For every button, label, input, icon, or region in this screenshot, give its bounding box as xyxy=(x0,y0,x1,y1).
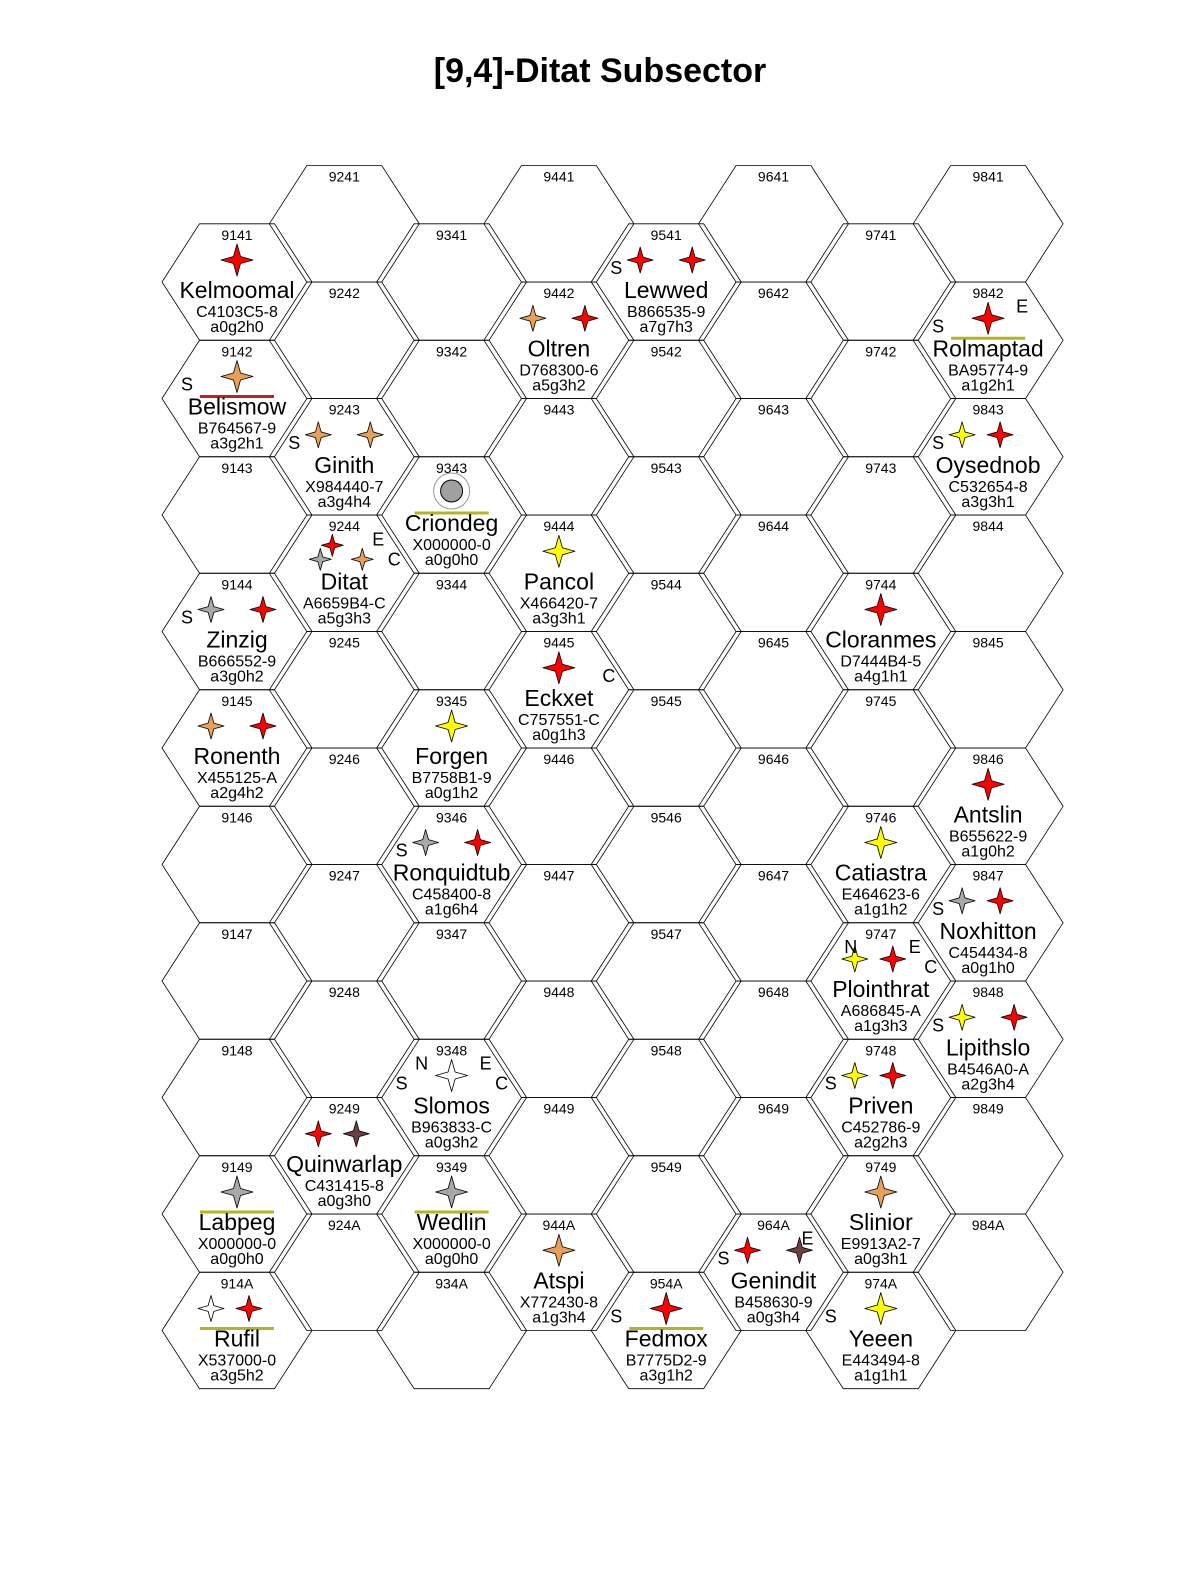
world-plointhrat[interactable] xyxy=(832,937,937,1035)
world-uwp: X000000-0 xyxy=(412,1236,491,1253)
base-mark: S xyxy=(288,432,301,453)
world-name: Forgen xyxy=(415,743,489,769)
hex-number: 924A xyxy=(327,1217,361,1234)
star-icon xyxy=(842,1063,868,1089)
hex-number: 974A xyxy=(864,1275,898,1292)
world-ronquidtub[interactable] xyxy=(393,830,511,919)
hex-number: 9846 xyxy=(972,751,1004,768)
star-icon xyxy=(650,1293,682,1325)
base-mark: S xyxy=(824,1073,837,1094)
star-icon xyxy=(865,594,897,626)
hex-number: 9343 xyxy=(436,459,468,476)
star-icon xyxy=(221,244,253,276)
world-uwp: B655622-9 xyxy=(948,828,1028,846)
star-icon xyxy=(735,1237,761,1263)
world-uwp: D768300-6 xyxy=(519,362,599,380)
world-name: Labpeg xyxy=(198,1209,276,1235)
base-mark: C xyxy=(924,957,938,977)
star-icon xyxy=(351,548,373,570)
base-mark: S xyxy=(824,1306,837,1327)
star-icon xyxy=(972,302,1004,334)
hex-number: 9544 xyxy=(650,576,682,593)
hex-number: 9249 xyxy=(328,1100,360,1117)
world-name: Slomos xyxy=(413,1092,490,1119)
world-uwp: C532654-8 xyxy=(948,478,1028,496)
hex-number: 914A xyxy=(220,1275,254,1292)
star-icon xyxy=(413,830,439,856)
base-mark: C xyxy=(602,665,616,686)
world-code: a0g0h0 xyxy=(424,1251,479,1268)
world-labpeg[interactable] xyxy=(198,1176,276,1268)
world-ronenth[interactable] xyxy=(194,713,281,802)
world-uwp: BA95774-9 xyxy=(948,362,1029,380)
world-disc-icon xyxy=(441,480,463,502)
world-uwp: X466420-7 xyxy=(519,595,599,613)
star-icon xyxy=(305,1121,331,1147)
world-uwp: C454434-8 xyxy=(948,944,1028,962)
world-code: a3g0h2 xyxy=(210,668,264,686)
base-mark: E xyxy=(801,1228,814,1249)
base-mark: S xyxy=(180,607,194,628)
star-icon xyxy=(436,710,468,742)
world-code: a3g3h1 xyxy=(532,610,586,628)
star-icon xyxy=(865,1176,897,1208)
star-icon xyxy=(865,827,897,859)
star-icon xyxy=(520,305,546,331)
world-name: Rufil xyxy=(213,1325,261,1352)
base-mark: E xyxy=(908,937,921,957)
base-mark: S xyxy=(610,258,623,278)
star-icon xyxy=(357,422,383,448)
world-name: Cloranmes xyxy=(825,626,937,653)
star-icon xyxy=(309,548,331,570)
star-icon xyxy=(627,247,653,273)
hex-number: 9342 xyxy=(436,343,468,360)
base-mark: C xyxy=(387,549,401,570)
world-code: a0g2h0 xyxy=(210,319,264,336)
hex-number: 9745 xyxy=(865,692,897,709)
world-slomos[interactable] xyxy=(396,1054,509,1152)
world-name: Atspi xyxy=(533,1267,585,1294)
world-uwp: B963833-C xyxy=(411,1119,493,1137)
world-uwp: D7444B4-5 xyxy=(840,653,922,671)
star-icon xyxy=(198,1296,224,1322)
world-code: a1g1h2 xyxy=(854,901,908,919)
world-uwp: B866535-9 xyxy=(627,304,706,321)
world-name: Lipithslo xyxy=(945,1034,1031,1061)
hex-number: 9543 xyxy=(650,459,682,476)
world-rufil[interactable] xyxy=(198,1296,276,1385)
hex-number: 9642 xyxy=(757,285,790,302)
hex-number: 944A xyxy=(542,1217,576,1234)
world-fedmox[interactable] xyxy=(610,1293,708,1385)
world-name: Ginith xyxy=(314,451,375,478)
world-ginith[interactable] xyxy=(288,422,383,511)
world-atspi[interactable] xyxy=(520,1234,598,1326)
star-icon xyxy=(305,422,331,448)
hex-number: 9242 xyxy=(328,285,360,302)
hex-number: 9546 xyxy=(650,809,682,826)
world-code: a0g1h0 xyxy=(961,959,1015,977)
star-icon xyxy=(250,713,276,739)
world-code: a2g4h2 xyxy=(210,785,264,802)
world-uwp: E443494-8 xyxy=(841,1352,920,1370)
world-code: a0g1h2 xyxy=(424,785,479,802)
world-uwp: X000000-0 xyxy=(412,537,491,554)
world-name: Fedmox xyxy=(624,1325,708,1352)
base-mark: E xyxy=(479,1053,492,1074)
hex-number: 9445 xyxy=(543,634,575,651)
hex-number: 9341 xyxy=(436,226,468,243)
world-uwp: B7775D2-9 xyxy=(625,1352,707,1370)
world-noxhitton[interactable] xyxy=(932,888,1037,977)
world-name: Wedlin xyxy=(416,1209,487,1235)
base-mark: S xyxy=(180,374,194,395)
hex-number: 9843 xyxy=(972,401,1004,418)
world-name: Ronenth xyxy=(193,743,281,769)
star-icon xyxy=(987,422,1013,448)
world-slinior[interactable] xyxy=(841,1176,921,1268)
hex-number: 9545 xyxy=(650,692,682,709)
world-code: a0g3h1 xyxy=(854,1251,908,1268)
base-mark: N xyxy=(415,1053,429,1074)
star-icon xyxy=(236,1296,262,1322)
world-uwp: C757551-C xyxy=(517,711,600,729)
hex-number: 9349 xyxy=(436,1158,468,1175)
world-cloranmes[interactable] xyxy=(825,594,936,686)
hex-number: 9847 xyxy=(972,867,1004,884)
hex-number: 9244 xyxy=(328,518,360,535)
world-name: Plointhrat xyxy=(832,976,930,1002)
world-code: a7g7h3 xyxy=(639,319,693,336)
world-eckxet[interactable] xyxy=(518,652,615,744)
world-code: a1g1h1 xyxy=(854,1367,908,1385)
hex-number: 9143 xyxy=(221,459,253,476)
hex-number: 9748 xyxy=(865,1042,897,1059)
hex-number: 9643 xyxy=(757,401,790,418)
hex-number: 9742 xyxy=(865,343,897,360)
world-pancol[interactable] xyxy=(520,535,598,627)
base-mark: N xyxy=(844,937,858,957)
world-uwp: X000000-0 xyxy=(197,1236,277,1253)
world-ditat[interactable] xyxy=(303,529,401,627)
star-icon xyxy=(321,534,343,556)
star-icon xyxy=(543,535,575,567)
hex-number: 9148 xyxy=(221,1042,253,1059)
hex-number: 9443 xyxy=(543,401,575,418)
world-uwp: C458400-8 xyxy=(412,886,492,904)
world-oltren[interactable] xyxy=(519,305,598,394)
hex-number: 9344 xyxy=(436,576,468,593)
star-icon xyxy=(949,1004,975,1030)
star-icon xyxy=(221,361,253,393)
hex-number: 9644 xyxy=(757,518,790,535)
world-uwp: B458630-9 xyxy=(734,1294,813,1312)
world-code: a1g2h1 xyxy=(961,377,1015,395)
world-name: Genindit xyxy=(730,1267,817,1294)
world-priven[interactable] xyxy=(825,1063,921,1152)
base-mark: S xyxy=(395,1073,408,1094)
world-name: Ronquidtub xyxy=(392,859,511,886)
world-code: a1g0h2 xyxy=(961,843,1015,861)
hex-number: 9247 xyxy=(328,867,360,884)
star-icon xyxy=(572,305,598,331)
hex-number: 9347 xyxy=(436,925,468,942)
hex-number: 964A xyxy=(757,1217,790,1234)
world-code: a3g4h4 xyxy=(317,493,371,511)
world-name: Oltren xyxy=(527,335,591,362)
world-uwp: X984440-7 xyxy=(305,478,384,496)
world-code: a2g2h3 xyxy=(854,1134,908,1152)
hex-number: 934A xyxy=(435,1275,468,1292)
hex-number: 9145 xyxy=(221,692,253,709)
world-name: Slinior xyxy=(848,1209,913,1235)
hex-number: 9547 xyxy=(650,925,682,942)
hex-number: 9248 xyxy=(328,984,360,1001)
world-uwp: B666552-9 xyxy=(197,653,277,671)
star-icon xyxy=(880,1063,906,1089)
hex-number: 954A xyxy=(649,1275,683,1292)
world-forgen[interactable] xyxy=(412,710,492,802)
base-mark: S xyxy=(932,432,945,453)
world-code: a3g3h1 xyxy=(961,493,1015,511)
hex-number: 9141 xyxy=(221,226,253,243)
star-icon xyxy=(198,597,224,623)
star-icon xyxy=(972,768,1004,800)
world-criondeg[interactable] xyxy=(405,473,498,569)
star-icon xyxy=(949,422,975,448)
hex-number: 9446 xyxy=(543,751,575,768)
world-yeeen[interactable] xyxy=(825,1293,920,1385)
world-code: a0g0h0 xyxy=(210,1251,264,1268)
world-code: a0g1h3 xyxy=(532,726,586,744)
world-name: Oysednob xyxy=(935,451,1041,478)
world-code: a1g3h3 xyxy=(854,1018,908,1035)
world-uwp: B764567-9 xyxy=(197,420,277,438)
base-mark: E xyxy=(1016,296,1029,317)
world-name: Pancol xyxy=(523,568,595,595)
star-icon xyxy=(465,830,491,856)
hex-number: 9243 xyxy=(328,401,360,418)
hex-number: 9747 xyxy=(865,925,897,942)
world-code: a0g3h2 xyxy=(424,1134,479,1152)
world-layer xyxy=(179,244,1043,1385)
world-name: Noxhitton xyxy=(939,917,1037,944)
star-icon xyxy=(436,1176,468,1208)
hex-number: 9647 xyxy=(757,867,790,884)
hex-number: 9641 xyxy=(757,168,790,185)
world-uwp: A686845-A xyxy=(840,1003,921,1020)
hex-number: 9146 xyxy=(221,809,253,826)
star-icon xyxy=(543,652,575,684)
hex-number: 9149 xyxy=(221,1158,253,1175)
hex-number: 9744 xyxy=(865,576,897,593)
world-catiastra[interactable] xyxy=(835,827,927,919)
world-name: Zinzig xyxy=(206,626,268,653)
hex-number: 9541 xyxy=(650,226,682,243)
world-uwp: B4546A0-A xyxy=(947,1061,1030,1079)
base-mark: S xyxy=(610,1306,623,1327)
star-icon xyxy=(1001,1004,1027,1030)
base-mark: E xyxy=(372,529,385,550)
hex-number: 9549 xyxy=(650,1158,682,1175)
hex-number: 9346 xyxy=(436,809,468,826)
world-name: Yeeen xyxy=(848,1325,914,1352)
world-uwp: C452786-9 xyxy=(841,1119,921,1137)
world-name: Ditat xyxy=(320,568,368,595)
hex-grid xyxy=(162,166,1063,1389)
hex-number: 9741 xyxy=(865,226,897,243)
world-uwp: C4103C5-8 xyxy=(196,304,278,321)
world-uwp: X537000-0 xyxy=(197,1352,277,1370)
world-code: a0g3h4 xyxy=(746,1309,801,1327)
hex-number: 9542 xyxy=(650,343,682,360)
world-code: a0g0h0 xyxy=(424,552,479,569)
hex-number: 9849 xyxy=(972,1100,1004,1117)
hex-number: 9245 xyxy=(328,634,360,651)
world-antslin[interactable] xyxy=(949,768,1027,860)
world-uwp: E464623-6 xyxy=(841,886,920,904)
hex-number: 9345 xyxy=(436,692,468,709)
hex-number: 9147 xyxy=(221,925,253,942)
world-name: Lewwed xyxy=(624,277,709,303)
world-name: Rolmaptad xyxy=(932,335,1044,362)
hex-number: 9548 xyxy=(650,1042,682,1059)
world-belismow[interactable] xyxy=(181,361,287,453)
hex-number: 9246 xyxy=(328,751,360,768)
hex-number: 9444 xyxy=(543,518,575,535)
base-mark: C xyxy=(495,1073,509,1094)
star-icon xyxy=(221,1176,253,1208)
world-oysednob[interactable] xyxy=(932,422,1040,511)
page-title: [9,4]-Ditat Subsector xyxy=(433,52,767,90)
hex-number: 9645 xyxy=(757,634,790,651)
world-name: Catiastra xyxy=(834,859,927,886)
world-code: a1g6h4 xyxy=(424,901,479,919)
hex-number: 9649 xyxy=(757,1100,790,1117)
star-icon xyxy=(987,888,1013,914)
world-name: Quinwarlap xyxy=(286,1150,403,1177)
star-icon xyxy=(865,1293,897,1325)
world-uwp: X455125-A xyxy=(196,770,278,787)
hex-number: 9442 xyxy=(543,285,575,302)
hex-number: 9648 xyxy=(757,984,790,1001)
world-name: Criondeg xyxy=(404,510,499,536)
hex-number: 9449 xyxy=(543,1100,575,1117)
hex-number: 9749 xyxy=(865,1158,897,1175)
star-icon xyxy=(679,247,705,273)
base-mark: S xyxy=(932,316,945,337)
hex-number: 9441 xyxy=(543,168,575,185)
world-zinzig[interactable] xyxy=(181,597,276,686)
hex-number: 9142 xyxy=(221,343,253,360)
hex-number: 9841 xyxy=(972,168,1004,185)
hex-number: 9646 xyxy=(757,751,790,768)
star-icon xyxy=(343,1121,369,1147)
base-mark: S xyxy=(932,1015,945,1036)
world-kelmoomal[interactable] xyxy=(179,244,294,336)
world-uwp: C431415-8 xyxy=(304,1177,384,1195)
base-mark: S xyxy=(717,1248,730,1269)
hex-number: 9848 xyxy=(972,984,1004,1001)
world-rolmaptad[interactable] xyxy=(932,296,1044,394)
world-name: Kelmoomal xyxy=(179,277,295,303)
world-uwp: B7758B1-9 xyxy=(411,770,492,787)
world-code: a3g5h2 xyxy=(210,1367,264,1385)
star-icon xyxy=(880,946,906,972)
star-icon xyxy=(198,713,224,739)
base-mark: S xyxy=(932,898,945,919)
world-wedlin[interactable] xyxy=(412,1176,490,1268)
world-code: a3g1h2 xyxy=(639,1367,693,1385)
hex-number: 9241 xyxy=(328,168,360,185)
world-quinwarlap[interactable] xyxy=(286,1121,402,1210)
hex-number: 9842 xyxy=(972,285,1004,302)
hex-number: 9144 xyxy=(221,576,253,593)
world-genindit[interactable] xyxy=(717,1228,816,1326)
world-code: a5g3h2 xyxy=(532,377,586,395)
world-lipithslo[interactable] xyxy=(932,1004,1030,1093)
world-code: a0g3h0 xyxy=(317,1192,371,1210)
world-name: Priven xyxy=(848,1092,914,1119)
star-icon xyxy=(436,1060,468,1092)
world-name: Eckxet xyxy=(524,684,594,711)
world-name: Antslin xyxy=(953,801,1023,828)
world-uwp: A6659B4-C xyxy=(302,595,386,613)
world-uwp: X772430-8 xyxy=(519,1294,599,1312)
world-code: a5g3h3 xyxy=(317,610,371,628)
hex-number: 9743 xyxy=(865,459,897,476)
star-icon xyxy=(543,1234,575,1266)
world-code: a4g1h1 xyxy=(854,668,908,686)
hex-number: 9746 xyxy=(865,809,897,826)
hex-number: 984A xyxy=(971,1217,1005,1234)
hex-number: 9845 xyxy=(972,634,1004,651)
world-code: a3g2h1 xyxy=(210,435,264,453)
hex-number: 9348 xyxy=(436,1042,468,1059)
hex-number: 9448 xyxy=(543,984,575,1001)
base-mark: S xyxy=(395,840,408,861)
world-code: a1g3h4 xyxy=(532,1309,586,1327)
world-name: Belismow xyxy=(187,393,287,420)
star-icon xyxy=(949,888,975,914)
hex-number: 9447 xyxy=(543,867,575,884)
hex-number: 9844 xyxy=(972,518,1004,535)
world-code: a2g3h4 xyxy=(961,1076,1015,1094)
world-uwp: E9913A2-7 xyxy=(840,1236,921,1253)
world-lewwed[interactable] xyxy=(610,247,708,336)
star-icon xyxy=(250,597,276,623)
